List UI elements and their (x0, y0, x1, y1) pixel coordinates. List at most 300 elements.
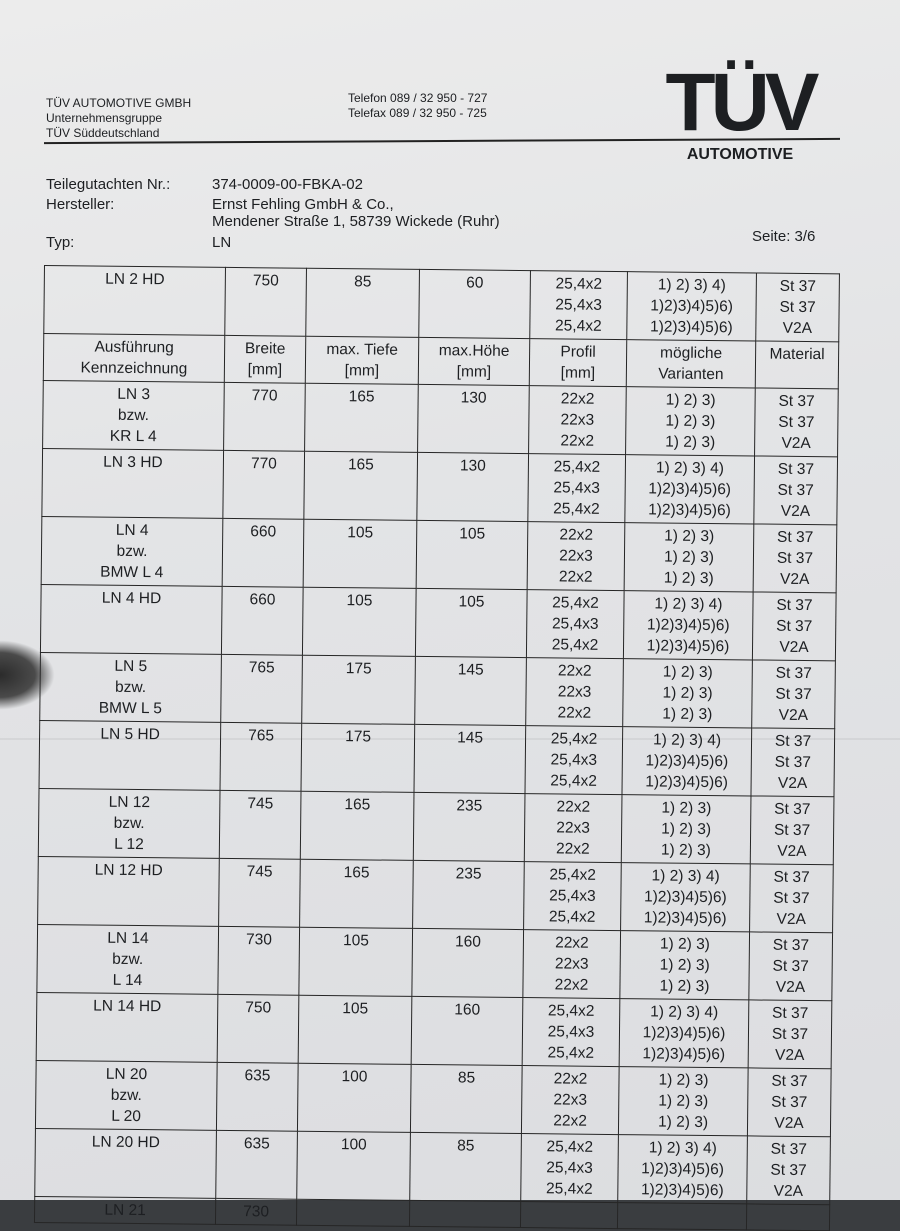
cell-line: LN 2 HD (105, 270, 165, 289)
cell-line: 22x2 (557, 704, 592, 722)
cell-line: 25,4x3 (549, 887, 596, 905)
cell-line: LN 21 (104, 1201, 146, 1220)
cell-line: 25,4x3 (550, 751, 598, 769)
cell-line: 1) 2) 3) 4) (655, 459, 725, 478)
cell-line: 1)2)3)4)5)6) (643, 909, 727, 928)
cell-line: [mm] (344, 362, 380, 380)
cell-name (43, 334, 224, 383)
cell-line: V2A (773, 1182, 804, 1200)
cell-line: LN 20 HD (91, 1133, 160, 1152)
cell-line: 235 (456, 797, 483, 815)
cell-material (751, 728, 835, 797)
cell-varianten (619, 999, 749, 1068)
cell-material (752, 592, 836, 661)
cell-material (750, 796, 834, 865)
cell-line: 235 (455, 865, 482, 883)
cell-line: St 37 (772, 1004, 809, 1023)
cell-line: 1) 2) 3) 4) (648, 1139, 717, 1158)
cell-name (39, 720, 221, 790)
cell-profil (524, 862, 622, 931)
cell-line: 1) 2) 3) (661, 799, 712, 818)
cell-profil (526, 658, 624, 727)
cell-line: V2A (777, 842, 807, 861)
cell-tiefe (299, 927, 413, 996)
cell-line: 1) 2) 3) (665, 412, 716, 431)
table-row (39, 720, 835, 796)
cell-line: 22x2 (560, 390, 595, 408)
cell-tiefe (301, 723, 415, 792)
cell-line: V2A (776, 910, 806, 929)
spec-table-body (34, 266, 839, 1231)
table-row (40, 584, 836, 660)
cell-line: St 37 (774, 753, 812, 772)
cell-material (747, 1136, 831, 1205)
cell-line: V2A (780, 502, 811, 521)
cell-varianten (624, 523, 754, 592)
cell-line: 765 (248, 659, 275, 677)
cell-line: 750 (245, 999, 272, 1017)
table-row (38, 788, 834, 864)
cell-varianten (617, 1203, 746, 1230)
cell-tiefe (304, 451, 418, 520)
cell-material (755, 388, 839, 457)
cell-line: 770 (250, 455, 277, 473)
cell-line: 1)2)3)4)5)6) (650, 297, 734, 316)
cell-line: 660 (249, 591, 276, 609)
cell-hoehe (419, 269, 531, 338)
cell-line: St 37 (776, 528, 814, 547)
cell-line: V2A (778, 706, 809, 725)
cell-line: 22x3 (560, 411, 595, 429)
cell-line: 25,4x2 (551, 636, 599, 654)
cell-profil (521, 1134, 619, 1203)
cell-line: 25,4x3 (547, 1023, 595, 1041)
cell-tiefe (300, 791, 414, 860)
cell-line: St 37 (771, 1072, 808, 1091)
cell-breite (224, 335, 305, 383)
cell-line: 160 (454, 1001, 481, 1019)
cell-line: Breite (244, 340, 286, 358)
table-row (37, 924, 833, 1000)
cell-varianten (626, 387, 756, 456)
cell-line: St 37 (779, 298, 816, 317)
cell-name (38, 856, 220, 926)
cell-line: 105 (346, 592, 373, 610)
cell-line: 1) 2) 3) 4) (650, 1003, 719, 1022)
cell-line: 25,4x2 (553, 458, 601, 476)
cell-varianten (618, 1135, 748, 1204)
typ-value: LN (212, 234, 232, 251)
cell-hoehe (412, 928, 524, 997)
cell-varianten (623, 659, 753, 728)
cell-breite (221, 654, 303, 723)
cell-line: LN 12 (108, 793, 151, 812)
cell-line: 730 (245, 931, 272, 949)
cell-line: St 37 (771, 1025, 809, 1044)
cell-line: Varianten (658, 365, 724, 384)
cell-line: 25,4x3 (546, 1159, 593, 1177)
cell-hoehe (409, 1200, 520, 1227)
cell-line: St 37 (770, 1161, 807, 1180)
cell-line: St 37 (775, 664, 812, 683)
cell-hoehe (413, 860, 525, 929)
cell-breite (220, 722, 302, 791)
cell-hoehe (415, 588, 527, 657)
cell-breite (224, 382, 306, 451)
cell-line: 175 (345, 728, 372, 746)
cell-hoehe (411, 996, 523, 1065)
table-row (38, 856, 834, 932)
cell-tiefe (306, 268, 420, 337)
cell-profil (526, 590, 624, 659)
cell-line: 635 (243, 1135, 270, 1153)
table-row (36, 992, 832, 1068)
cell-tiefe (300, 859, 414, 928)
cell-breite (216, 1130, 298, 1199)
cell-line: St 37 (774, 732, 812, 751)
cell-line: bzw. (117, 406, 150, 425)
cell-profil (527, 522, 625, 591)
cell-breite (219, 858, 301, 927)
cell-tiefe (305, 383, 419, 452)
company-name: TÜV AUTOMOTIVE GMBH (46, 96, 192, 110)
cell-line: 1) 2) 3) (662, 705, 713, 724)
cell-line: LN 3 (117, 385, 151, 404)
cell-line: St 37 (778, 413, 815, 432)
cell-line: 660 (250, 523, 277, 541)
cell-line: LN 3 HD (103, 453, 163, 472)
cell-hoehe (418, 337, 529, 385)
cell-line: 1)2)3)4)5)6) (641, 1160, 724, 1179)
cell-line: St 37 (776, 596, 813, 615)
cell-line: 1)2)3)4)5)6) (640, 1181, 724, 1200)
cell-line: 1) 2) 3) (664, 527, 715, 546)
cell-profil (522, 998, 620, 1067)
cell-line: 1)2)3)4)5)6) (645, 752, 729, 771)
cell-line: 1) 2) 3) (662, 684, 713, 703)
cell-material (753, 524, 837, 593)
cell-line (299, 1202, 407, 1203)
cell-line: 1)2)3)4)5)6) (645, 773, 729, 792)
cell-line: 22x2 (556, 840, 590, 858)
cell-material (747, 1068, 831, 1137)
spec-table-wrap (34, 265, 824, 1231)
cell-line: 105 (458, 593, 485, 611)
cell-line: 165 (347, 456, 374, 474)
cell-line: 1)2)3)4)5)6) (643, 888, 727, 907)
cell-line: 1) 2) 3) (659, 977, 710, 996)
cell-line: 22x2 (557, 662, 592, 680)
cell-line: 22x2 (560, 432, 595, 450)
cell-varianten (620, 931, 750, 1000)
cell-material (748, 1000, 832, 1069)
cell-line: 1)2)3)4)5)6) (642, 1024, 726, 1043)
cell-line: 85 (457, 1069, 476, 1087)
cell-tiefe (297, 1131, 411, 1200)
cell-line: 105 (342, 1000, 369, 1018)
cell-line: St 37 (779, 277, 816, 296)
cell-breite (215, 1198, 296, 1225)
cell-line (412, 1203, 518, 1204)
tuv-logo (640, 57, 840, 164)
cell-line: 165 (343, 864, 370, 882)
cell-line: 22x3 (559, 547, 593, 565)
cell-line: 22x3 (553, 1091, 588, 1109)
table-row (42, 448, 838, 524)
company-group: Unternehmensgruppe (46, 111, 163, 125)
cell-line: Kennzeichnung (80, 359, 188, 378)
cell-line: 165 (344, 796, 371, 814)
cell-line: St 37 (776, 617, 813, 636)
cell-line: L 12 (114, 835, 144, 854)
cell-breite (219, 790, 301, 859)
cell-line: V2A (777, 774, 808, 793)
hersteller-name: Ernst Fehling GmbH & Co., (212, 196, 394, 213)
cell-tiefe (302, 587, 416, 656)
cell-line: 1)2)3)4)5)6) (646, 637, 730, 656)
cell-material (749, 932, 833, 1001)
cell-line: 1)2)3)4)5)6) (642, 1045, 726, 1064)
gutachten-value: 374-0009-00-FBKA-02 (212, 176, 363, 193)
table-row (43, 380, 839, 456)
cell-line: 770 (251, 387, 278, 405)
cell-line: 1) 2) 3) 4) (657, 276, 726, 295)
cell-line: LN 14 (107, 929, 149, 948)
cell-line: 175 (345, 660, 372, 678)
cell-profil (525, 726, 623, 795)
cell-profil (524, 794, 622, 863)
cell-line: Profil (560, 343, 596, 361)
cell-line: bzw. (112, 950, 144, 969)
cell-varianten (621, 863, 751, 932)
cell-material (746, 1204, 829, 1231)
cell-line: 1) 2) 3) (660, 841, 711, 860)
gutachten-label: Teilegutachten Nr.: (46, 176, 171, 193)
cell-line: KR L 4 (109, 427, 157, 446)
cell-line: 22x2 (554, 976, 589, 994)
cell-line: 22x3 (554, 955, 589, 973)
cell-tiefe (297, 1063, 411, 1132)
cell-line: 1) 2) 3) 4) (654, 595, 723, 614)
cell-tiefe (296, 1199, 409, 1226)
cell-name (40, 652, 222, 722)
cell-line: 22x2 (556, 798, 591, 816)
cell-line: 22x2 (558, 568, 593, 586)
cell-line: Ausführung (94, 338, 174, 357)
cell-line: V2A (782, 319, 813, 338)
cell-line: 25,4x2 (553, 500, 600, 518)
cell-line: 25,4x2 (547, 1002, 595, 1020)
cell-line: 1) 2) 3) (665, 391, 716, 410)
cell-line: 105 (342, 932, 369, 950)
cell-profil (530, 271, 628, 340)
cell-line: Material (769, 345, 825, 364)
cell-name (40, 584, 222, 654)
cell-tiefe (305, 336, 418, 384)
cell-varianten (626, 340, 755, 388)
cell-hoehe (414, 724, 526, 793)
cell-line: 765 (248, 727, 275, 745)
cell-line: 25,4x3 (551, 615, 599, 633)
cell-line: max.Höhe (438, 342, 510, 360)
cell-varianten (627, 272, 757, 341)
cell-line: 165 (348, 388, 375, 406)
cell-varianten (621, 795, 751, 864)
cell-line: V2A (781, 434, 811, 453)
cell-line: LN 5 (114, 657, 148, 676)
cell-line: LN 4 (115, 521, 149, 540)
cell-hoehe (410, 1064, 522, 1133)
cell-line: LN 20 (105, 1065, 148, 1084)
cell-line: 25,4x2 (546, 1138, 594, 1156)
contact-block (348, 91, 487, 121)
cell-line: 22x2 (553, 1070, 588, 1088)
cell-hoehe (417, 452, 529, 521)
cell-line: 1) 2) 3) (659, 935, 710, 954)
cell-hoehe (416, 520, 528, 589)
cell-line: 1) 2) 3) (657, 1113, 709, 1132)
cell-varianten (623, 591, 753, 660)
cell-line: LN 14 HD (93, 997, 162, 1016)
cell-line: LN 12 HD (94, 861, 163, 880)
cell-line: 750 (252, 272, 279, 290)
cell-breite (216, 1062, 298, 1131)
cell-profil (523, 930, 621, 999)
cell-line: 25,4x3 (553, 479, 601, 497)
cell-material (750, 864, 834, 933)
cell-hoehe (415, 656, 527, 725)
cell-line: 1) 2) 3) (658, 1092, 709, 1111)
cell-line: BMW L 4 (100, 563, 164, 582)
cell-line: bzw. (116, 542, 148, 561)
cell-line: 60 (466, 274, 484, 292)
cell-varianten (625, 455, 755, 524)
cell-line: 22x3 (556, 819, 591, 837)
cell-line: L 14 (112, 971, 143, 990)
cell-line: 25,4x2 (552, 594, 599, 612)
cell-tiefe (302, 655, 416, 724)
cell-line: bzw. (114, 678, 147, 697)
fax-number: Telefax 089 / 32 950 - 725 (348, 106, 487, 120)
cell-line: 1) 2) 3) (659, 956, 710, 975)
cell-material (752, 660, 836, 729)
table-row (35, 1060, 831, 1136)
cell-line: 105 (459, 525, 486, 543)
cell-hoehe (418, 384, 530, 453)
cell-line: St 37 (774, 800, 811, 819)
cell-breite (223, 450, 305, 519)
cell-profil (529, 339, 626, 387)
cell-name (38, 788, 220, 858)
cell-name (43, 380, 225, 450)
cell-line: 100 (340, 1136, 367, 1154)
cell-hoehe (410, 1132, 522, 1201)
company-parent: TÜV Süddeutschland (46, 126, 160, 140)
page-number: Seite: 3/6 (752, 228, 816, 245)
cell-line: max. Tiefe (326, 340, 398, 359)
cell-line: [mm] (247, 361, 283, 379)
cell-name (37, 924, 219, 994)
table-row (41, 516, 837, 592)
cell-name (35, 1060, 217, 1130)
cell-line: 1) 2) 3) (663, 569, 714, 588)
cell-line: LN 5 HD (100, 725, 160, 744)
cell-line: St 37 (778, 392, 815, 411)
cell-line: 1)2)3)4)5)6) (648, 501, 731, 520)
cell-line: 130 (459, 457, 486, 475)
cell-line: V2A (775, 1046, 805, 1065)
cell-line: 22x2 (559, 526, 594, 544)
cell-material (755, 341, 838, 389)
cell-profil (521, 1066, 619, 1135)
cell-line: St 37 (773, 868, 810, 887)
cell-line: V2A (775, 978, 806, 997)
cell-line: St 37 (773, 821, 811, 840)
cell-line: V2A (780, 570, 810, 589)
cell-line: 145 (457, 661, 484, 679)
cell-line: 1) 2) 3) (661, 820, 712, 839)
cell-line: 1) 2) 3) (662, 663, 713, 682)
cell-tiefe (298, 995, 412, 1064)
hersteller-label: Hersteller: (46, 196, 115, 213)
cell-name (42, 448, 224, 518)
cell-line: 1)2)3)4)5)6) (646, 616, 730, 635)
cell-breite (222, 518, 304, 587)
cell-line: St 37 (777, 481, 814, 500)
cell-material (756, 273, 840, 342)
logo-main-text: TÜV (665, 57, 815, 148)
cell-line: 730 (243, 1203, 270, 1221)
cell-line: 25,4x2 (547, 1044, 595, 1062)
cell-line: 105 (347, 524, 374, 542)
cell-line: bzw. (110, 1086, 142, 1105)
cell-line: 1) 2) 3) (665, 433, 716, 452)
cell-breite (225, 267, 307, 336)
cell-line: bzw. (113, 814, 145, 833)
cell-line: 745 (246, 863, 273, 881)
phone-number: Telefon 089 / 32 950 - 727 (348, 91, 488, 105)
cell-line: [mm] (560, 364, 596, 382)
cell-name (44, 266, 226, 336)
cell-breite (218, 926, 300, 995)
table-header-row (43, 334, 838, 389)
table-row-top (44, 266, 840, 342)
cell-line: 25,4x2 (545, 1180, 593, 1198)
cell-line: 1) 2) 3) (658, 1071, 709, 1090)
cell-name (34, 1196, 215, 1224)
cell-line: 22x2 (555, 934, 589, 952)
cell-line: 25,4x2 (555, 317, 602, 335)
cell-hoehe (413, 792, 525, 861)
cell-line: 1) 2) 3) (663, 548, 715, 567)
cell-profil (528, 454, 626, 523)
cell-name (41, 516, 223, 586)
cell-varianten (618, 1067, 748, 1136)
cell-line: V2A (774, 1114, 804, 1133)
cell-line: [mm] (456, 363, 492, 381)
cell-line: 25,4x2 (550, 772, 597, 790)
cell-line: 1)2)3)4)5)6) (649, 318, 733, 337)
cell-profil (529, 386, 627, 455)
typ-label: Typ: (46, 234, 75, 251)
cell-name (35, 1128, 217, 1198)
cell-line: 25,4x2 (550, 730, 598, 748)
cell-name (36, 992, 218, 1062)
cell-line: St 37 (775, 685, 812, 704)
cell-line: LN 4 HD (101, 589, 162, 608)
cell-line: 85 (354, 273, 372, 291)
table-row (35, 1128, 831, 1204)
